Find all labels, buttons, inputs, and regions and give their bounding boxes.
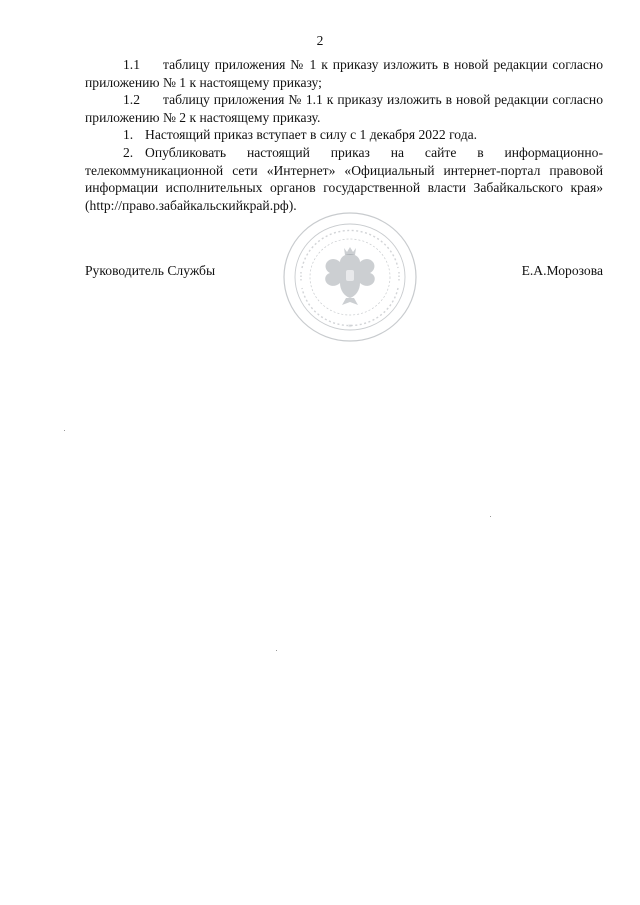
scan-speck bbox=[276, 650, 277, 651]
signer-position: Руководитель Службы bbox=[85, 263, 216, 278]
paragraph-number: 1.2 bbox=[123, 92, 140, 108]
signer-name: Е.А.Морозова bbox=[521, 263, 603, 278]
paragraph-text: таблицу приложения № 1 к приказу изложить в новой редакции согласно приложению № 1 к настоящему приказу; bbox=[85, 57, 603, 90]
paragraph-text: Опубликовать настоящий приказ на сайте в информационно-телекоммуникационной сети «Интернет» «Официальный интернет-портал правовой информации исполнительных органов государственной власти Забайкальского края» (http://право.забайкальскийкрай.рф). bbox=[85, 144, 603, 213]
paragraph-number: 2. bbox=[123, 144, 134, 160]
scan-speck bbox=[490, 516, 491, 517]
paragraph-text: Настоящий приказ вступает в силу с 1 декабря 2022 года. bbox=[145, 127, 478, 143]
paragraph-text: таблицу приложения № 1.1 к приказу изложить в новой редакции согласно приложению № 2 к настоящему приказу. bbox=[85, 92, 603, 125]
paragraph-number: 1.1 bbox=[123, 57, 140, 72]
paragraph-1 bbox=[85, 126, 603, 144]
paragraph-2 bbox=[85, 144, 603, 214]
scan-speck bbox=[64, 430, 65, 431]
order-body bbox=[85, 56, 603, 214]
page-number: 2 bbox=[316, 33, 324, 48]
official-seal-stamp bbox=[280, 208, 420, 346]
svg-text:*: * bbox=[348, 323, 352, 331]
paragraph-1-2 bbox=[85, 91, 603, 126]
paragraph-1-1 bbox=[85, 56, 603, 91]
paragraph-number: 1. bbox=[123, 127, 134, 143]
